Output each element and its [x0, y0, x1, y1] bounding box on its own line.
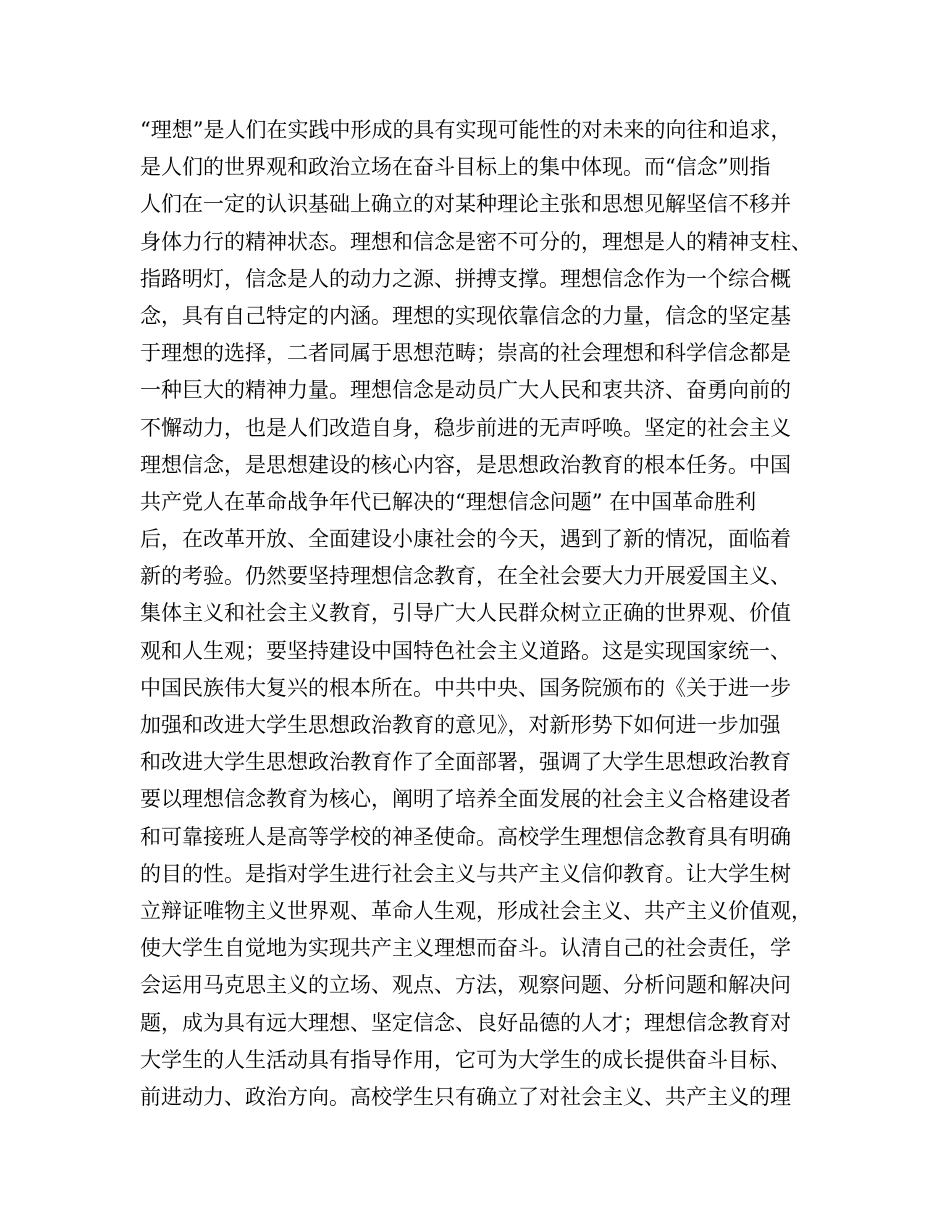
text-line: 题，成为具有远大理想、坚定信念、良好品德的人才；理想信念教育对 [140, 1010, 791, 1035]
text-line: 后，在改革开放、全面建设小康社会的今天，遇到了新的情况，面临着 [140, 527, 791, 552]
text-line: 一种巨大的精神力量。理想信念是动员广大人民和衷共济、奋勇向前的 [140, 378, 791, 403]
text-line: 是人们的世界观和政治立场在奋斗目标上的集中体现。而“信念”则指 [140, 155, 771, 180]
text-line: 念，具有自己特定的内涵。理想的实现依靠信念的力量，信念的坚定基 [140, 303, 791, 328]
text-line: 大学生的人生活动具有指导作用，它可为大学生的成长提供奋斗目标、 [140, 1047, 791, 1072]
text-line: 人们在一定的认识基础上确立的对某种理论主张和思想见解坚信不移并 [140, 192, 791, 217]
text-line: 观和人生观；要坚持建设中国特色社会主义道路。这是实现国家统一、 [140, 638, 791, 663]
text-line: 和改进大学生思想政治教育作了全面部署，强调了大学生思想政治教育 [140, 750, 791, 775]
text-line: 加强和改进大学生思想政治教育的意见》，对新形势下如何进一步加强 [140, 713, 781, 737]
text-line: 的目的性。是指对学生进行社会主义与共产主义信仰教育。让大学生树 [140, 861, 791, 886]
text-line: 新的考验。仍然要坚持理想信念教育，在全社会要大力开展爱国主义、 [140, 564, 791, 589]
text-line: 会运用马克思主义的立场、观点、方法，观察问题、分析问题和解决问 [140, 973, 791, 998]
text-line: 中国民族伟大复兴的根本所在。中共中央、国务院颁布的《关于进一步 [140, 675, 791, 700]
text-line: 和可靠接班人是高等学校的神圣使命。高校学生理想信念教育具有明确 [140, 824, 791, 849]
text-line: 共产党人在革命战争年代已解决的“理想信念问题” 在中国革命胜利 [140, 489, 757, 514]
text-line: 不懈动力，也是人们改造自身，稳步前进的无声呼唤。坚定的社会主义 [140, 415, 791, 440]
text-line: 身体力行的精神状态。理想和信念是密不可分的，理想是人的精神支柱、 [140, 229, 812, 254]
text-line: 立辩证唯物主义世界观、革命人生观，形成社会主义、共产主义价值观， [140, 898, 812, 923]
text-line: “理想”是人们在实践中形成的具有实现可能性的对未来的向往和追求， [140, 118, 792, 142]
text-line: 理想信念，是思想建设的核心内容，是思想政治教育的根本任务。中国 [140, 452, 791, 477]
text-line: 于理想的选择，二者同属于思想范畴；崇高的社会理想和科学信念都是 [140, 341, 791, 366]
text-line: 指路明灯，信念是人的动力之源、拼搏支撑。理想信念作为一个综合概 [140, 266, 791, 291]
text-line: 集体主义和社会主义教育，引导广大人民群众树立正确的世界观、价值 [140, 601, 791, 626]
text-line: 使大学生自觉地为实现共产主义理想而奋斗。认清自己的社会责任，学 [140, 936, 791, 961]
text-line: 要以理想信念教育为核心，阐明了培养全面发展的社会主义合格建设者 [140, 787, 791, 812]
body-paragraph [140, 112, 830, 1116]
text-line: 前进动力、政治方向。高校学生只有确立了对社会主义、共产主义的理 [140, 1084, 791, 1109]
